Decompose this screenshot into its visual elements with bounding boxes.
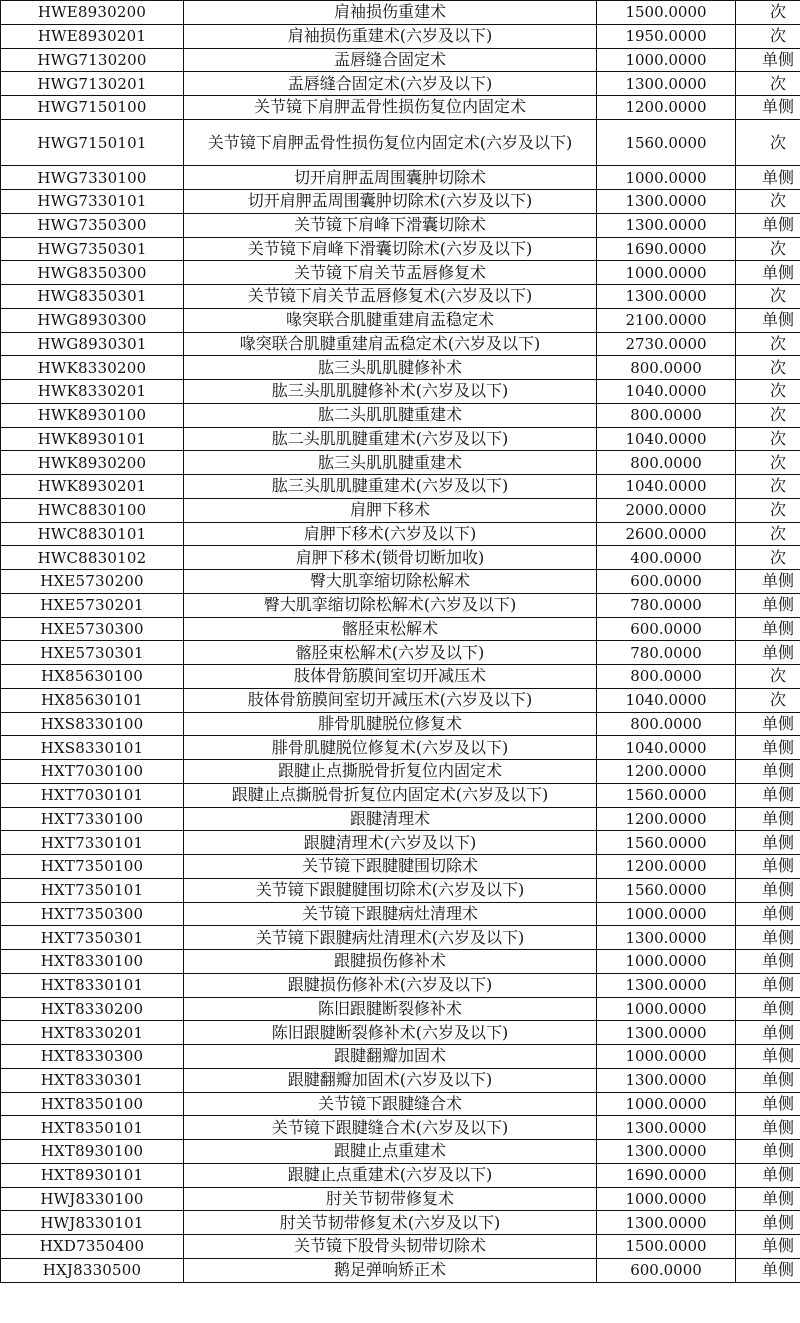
item-name-cell: 臀大肌挛缩切除松解术(六岁及以下) (184, 593, 597, 617)
item-unit-cell: 单侧 (736, 1163, 800, 1187)
item-price-cell: 1300.0000 (597, 1140, 736, 1164)
item-price-cell: 1000.0000 (597, 997, 736, 1021)
table-row (1, 1045, 800, 1069)
item-name-cell: 髂胫束松解术(六岁及以下) (184, 641, 597, 665)
item-unit-cell: 单侧 (736, 261, 800, 285)
table-row (1, 1187, 800, 1211)
table-row (1, 356, 800, 380)
table-row (1, 96, 800, 120)
item-code-cell: HX85630100 (1, 665, 184, 689)
item-code-cell: HXT8350101 (1, 1116, 184, 1140)
item-unit-cell: 单侧 (736, 641, 800, 665)
item-code-cell: HXT8330201 (1, 1021, 184, 1045)
table-row (1, 807, 800, 831)
item-name-cell: 关节镜下跟腱腱围切除术(六岁及以下) (184, 878, 597, 902)
item-price-cell: 1040.0000 (597, 427, 736, 451)
item-code-cell: HWG7150100 (1, 96, 184, 120)
item-code-cell: HWE8930201 (1, 24, 184, 48)
item-code-cell: HXT8330200 (1, 997, 184, 1021)
item-price-cell: 1950.0000 (597, 24, 736, 48)
item-price-cell: 800.0000 (597, 665, 736, 689)
item-code-cell: HWG7130200 (1, 48, 184, 72)
item-name-cell: 跟腱止点撕脱骨折复位内固定术(六岁及以下) (184, 783, 597, 807)
item-price-cell: 2000.0000 (597, 498, 736, 522)
item-unit-cell: 单侧 (736, 1258, 800, 1282)
item-code-cell: HXD7350400 (1, 1235, 184, 1259)
table-row (1, 570, 800, 594)
item-code-cell: HXE5730200 (1, 570, 184, 594)
item-name-cell: 肢体骨筋膜间室切开减压术(六岁及以下) (184, 688, 597, 712)
item-code-cell: HXT7330101 (1, 831, 184, 855)
table-row (1, 760, 800, 784)
item-code-cell: HXE5730301 (1, 641, 184, 665)
item-name-cell: 鹅足弹响矫正术 (184, 1258, 597, 1282)
item-name-cell: 肩袖损伤重建术(六岁及以下) (184, 24, 597, 48)
item-price-cell: 1300.0000 (597, 1116, 736, 1140)
item-code-cell: HWC8830102 (1, 546, 184, 570)
item-price-cell: 800.0000 (597, 356, 736, 380)
item-code-cell: HWK8930100 (1, 403, 184, 427)
item-name-cell: 盂唇缝合固定术 (184, 48, 597, 72)
item-name-cell: 关节镜下肩胛盂骨性损伤复位内固定术 (184, 96, 597, 120)
item-unit-cell: 次 (736, 72, 800, 96)
item-name-cell: 关节镜下跟腱病灶清理术(六岁及以下) (184, 926, 597, 950)
item-name-cell: 喙突联合肌腱重建肩盂稳定术 (184, 308, 597, 332)
item-code-cell: HX85630101 (1, 688, 184, 712)
item-unit-cell: 次 (736, 332, 800, 356)
item-code-cell: HXE5730300 (1, 617, 184, 641)
table-row (1, 24, 800, 48)
item-price-cell: 1300.0000 (597, 190, 736, 214)
table-row (1, 308, 800, 332)
item-code-cell: HXT7350100 (1, 855, 184, 879)
item-name-cell: 肱三头肌肌腱重建术(六岁及以下) (184, 475, 597, 499)
item-unit-cell: 单侧 (736, 760, 800, 784)
item-code-cell: HXT7350300 (1, 902, 184, 926)
item-price-cell: 1040.0000 (597, 736, 736, 760)
item-unit-cell: 次 (736, 546, 800, 570)
item-unit-cell: 次 (736, 475, 800, 499)
table-row (1, 285, 800, 309)
item-code-cell: HWG7330101 (1, 190, 184, 214)
item-unit-cell: 单侧 (736, 807, 800, 831)
item-unit-cell: 次 (736, 119, 800, 166)
item-code-cell: HWE8930200 (1, 1, 184, 25)
item-name-cell: 关节镜下股骨头韧带切除术 (184, 1235, 597, 1259)
table-row (1, 1068, 800, 1092)
item-code-cell: HXJ8330500 (1, 1258, 184, 1282)
item-name-cell: 关节镜下跟腱缝合术(六岁及以下) (184, 1116, 597, 1140)
item-price-cell: 780.0000 (597, 641, 736, 665)
item-code-cell: HXT8330300 (1, 1045, 184, 1069)
item-name-cell: 肩胛下移术(锁骨切断加收) (184, 546, 597, 570)
table-row (1, 1, 800, 25)
item-unit-cell: 次 (736, 190, 800, 214)
item-name-cell: 腓骨肌腱脱位修复术(六岁及以下) (184, 736, 597, 760)
table-row (1, 973, 800, 997)
table-row (1, 665, 800, 689)
item-code-cell: HWK8930201 (1, 475, 184, 499)
item-name-cell: 切开肩胛盂周围囊肿切除术(六岁及以下) (184, 190, 597, 214)
item-name-cell: 陈旧跟腱断裂修补术(六岁及以下) (184, 1021, 597, 1045)
table-row (1, 831, 800, 855)
item-name-cell: 跟腱止点撕脱骨折复位内固定术 (184, 760, 597, 784)
item-code-cell: HWG7130201 (1, 72, 184, 96)
table-row (1, 237, 800, 261)
item-name-cell: 肘关节韧带修复术(六岁及以下) (184, 1211, 597, 1235)
item-unit-cell: 单侧 (736, 1092, 800, 1116)
item-price-cell: 1500.0000 (597, 1235, 736, 1259)
table-row (1, 522, 800, 546)
item-code-cell: HXT7350301 (1, 926, 184, 950)
item-name-cell: 髂胫束松解术 (184, 617, 597, 641)
item-unit-cell: 次 (736, 356, 800, 380)
item-code-cell: HXT7350101 (1, 878, 184, 902)
table-row (1, 380, 800, 404)
item-name-cell: 肱三头肌肌腱修补术 (184, 356, 597, 380)
table-row (1, 1211, 800, 1235)
item-price-cell: 1200.0000 (597, 855, 736, 879)
item-price-cell: 2100.0000 (597, 308, 736, 332)
item-unit-cell: 次 (736, 380, 800, 404)
item-price-cell: 800.0000 (597, 451, 736, 475)
item-price-cell: 1040.0000 (597, 380, 736, 404)
item-unit-cell: 单侧 (736, 1068, 800, 1092)
item-unit-cell: 单侧 (736, 166, 800, 190)
item-price-cell: 1560.0000 (597, 831, 736, 855)
table-row (1, 546, 800, 570)
table-row (1, 878, 800, 902)
item-name-cell: 跟腱止点重建术(六岁及以下) (184, 1163, 597, 1187)
table-row (1, 641, 800, 665)
item-name-cell: 关节镜下肩关节盂唇修复术 (184, 261, 597, 285)
item-code-cell: HWG7350300 (1, 213, 184, 237)
fee-table-body (1, 1, 800, 1283)
item-name-cell: 关节镜下跟腱病灶清理术 (184, 902, 597, 926)
item-unit-cell: 单侧 (736, 712, 800, 736)
item-unit-cell: 次 (736, 451, 800, 475)
table-row (1, 1021, 800, 1045)
table-row (1, 783, 800, 807)
item-price-cell: 800.0000 (597, 403, 736, 427)
table-row (1, 166, 800, 190)
table-row (1, 190, 800, 214)
item-price-cell: 780.0000 (597, 593, 736, 617)
item-code-cell: HWC8830101 (1, 522, 184, 546)
table-row (1, 1116, 800, 1140)
item-price-cell: 600.0000 (597, 617, 736, 641)
item-name-cell: 喙突联合肌腱重建肩盂稳定术(六岁及以下) (184, 332, 597, 356)
item-unit-cell: 次 (736, 522, 800, 546)
item-unit-cell: 单侧 (736, 1211, 800, 1235)
item-name-cell: 肘关节韧带修复术 (184, 1187, 597, 1211)
table-row (1, 1258, 800, 1282)
item-unit-cell: 单侧 (736, 1021, 800, 1045)
item-code-cell: HXT8930101 (1, 1163, 184, 1187)
item-unit-cell: 单侧 (736, 783, 800, 807)
item-name-cell: 肱三头肌肌腱重建术 (184, 451, 597, 475)
item-name-cell: 关节镜下肩峰下滑囊切除术(六岁及以下) (184, 237, 597, 261)
item-unit-cell: 单侧 (736, 308, 800, 332)
item-code-cell: HWG7350301 (1, 237, 184, 261)
table-row (1, 403, 800, 427)
item-unit-cell: 单侧 (736, 926, 800, 950)
item-code-cell: HXS8330101 (1, 736, 184, 760)
table-row (1, 119, 800, 166)
item-name-cell: 跟腱清理术 (184, 807, 597, 831)
item-unit-cell: 单侧 (736, 1235, 800, 1259)
item-name-cell: 肩袖损伤重建术 (184, 1, 597, 25)
item-price-cell: 600.0000 (597, 1258, 736, 1282)
item-name-cell: 肩胛下移术(六岁及以下) (184, 522, 597, 546)
item-unit-cell: 单侧 (736, 213, 800, 237)
item-price-cell: 1000.0000 (597, 48, 736, 72)
item-unit-cell: 次 (736, 665, 800, 689)
item-price-cell: 1000.0000 (597, 902, 736, 926)
item-name-cell: 臀大肌挛缩切除松解术 (184, 570, 597, 594)
item-unit-cell: 单侧 (736, 736, 800, 760)
item-code-cell: HXT8330100 (1, 950, 184, 974)
item-price-cell: 1300.0000 (597, 926, 736, 950)
table-row (1, 902, 800, 926)
table-row (1, 48, 800, 72)
table-row (1, 736, 800, 760)
table-row (1, 593, 800, 617)
item-price-cell: 1000.0000 (597, 166, 736, 190)
table-row (1, 72, 800, 96)
table-row (1, 926, 800, 950)
item-price-cell: 1300.0000 (597, 213, 736, 237)
item-name-cell: 关节镜下肩关节盂唇修复术(六岁及以下) (184, 285, 597, 309)
item-name-cell: 跟腱翻瓣加固术(六岁及以下) (184, 1068, 597, 1092)
item-price-cell: 1300.0000 (597, 1021, 736, 1045)
item-code-cell: HWC8830100 (1, 498, 184, 522)
item-name-cell: 切开肩胛盂周围囊肿切除术 (184, 166, 597, 190)
item-code-cell: HWK8930101 (1, 427, 184, 451)
item-unit-cell: 次 (736, 498, 800, 522)
item-unit-cell: 单侧 (736, 96, 800, 120)
item-price-cell: 1300.0000 (597, 72, 736, 96)
item-unit-cell: 单侧 (736, 48, 800, 72)
item-price-cell: 1300.0000 (597, 1211, 736, 1235)
item-unit-cell: 次 (736, 688, 800, 712)
item-price-cell: 1200.0000 (597, 807, 736, 831)
item-code-cell: HXT8330301 (1, 1068, 184, 1092)
item-code-cell: HWK8330200 (1, 356, 184, 380)
table-row (1, 261, 800, 285)
item-name-cell: 肱三头肌肌腱修补术(六岁及以下) (184, 380, 597, 404)
item-code-cell: HXT8330101 (1, 973, 184, 997)
item-price-cell: 1000.0000 (597, 1187, 736, 1211)
item-name-cell: 肢体骨筋膜间室切开减压术 (184, 665, 597, 689)
item-price-cell: 1300.0000 (597, 973, 736, 997)
table-row (1, 1140, 800, 1164)
item-unit-cell: 次 (736, 24, 800, 48)
item-code-cell: HXT7030100 (1, 760, 184, 784)
item-code-cell: HWK8330201 (1, 380, 184, 404)
item-unit-cell: 单侧 (736, 997, 800, 1021)
item-name-cell: 肱二头肌肌腱重建术 (184, 403, 597, 427)
item-unit-cell: 单侧 (736, 950, 800, 974)
item-code-cell: HWG8930301 (1, 332, 184, 356)
item-price-cell: 400.0000 (597, 546, 736, 570)
item-price-cell: 1200.0000 (597, 760, 736, 784)
item-price-cell: 1690.0000 (597, 1163, 736, 1187)
item-code-cell: HWK8930200 (1, 451, 184, 475)
item-code-cell: HXT8350100 (1, 1092, 184, 1116)
item-code-cell: HXT7330100 (1, 807, 184, 831)
item-unit-cell: 单侧 (736, 831, 800, 855)
item-unit-cell: 单侧 (736, 1187, 800, 1211)
item-unit-cell: 单侧 (736, 1045, 800, 1069)
item-price-cell: 1000.0000 (597, 950, 736, 974)
table-row (1, 475, 800, 499)
item-price-cell: 1560.0000 (597, 119, 736, 166)
item-name-cell: 跟腱止点重建术 (184, 1140, 597, 1164)
item-code-cell: HWG8930300 (1, 308, 184, 332)
table-row (1, 855, 800, 879)
item-code-cell: HXT8930100 (1, 1140, 184, 1164)
item-price-cell: 2730.0000 (597, 332, 736, 356)
item-code-cell: HWJ8330100 (1, 1187, 184, 1211)
item-price-cell: 600.0000 (597, 570, 736, 594)
table-row (1, 950, 800, 974)
item-price-cell: 1200.0000 (597, 96, 736, 120)
item-code-cell: HWJ8330101 (1, 1211, 184, 1235)
item-unit-cell: 单侧 (736, 1140, 800, 1164)
table-row (1, 997, 800, 1021)
item-unit-cell: 单侧 (736, 973, 800, 997)
item-price-cell: 1300.0000 (597, 285, 736, 309)
item-unit-cell: 单侧 (736, 617, 800, 641)
item-code-cell: HXS8330100 (1, 712, 184, 736)
table-row (1, 712, 800, 736)
item-code-cell: HWG8350300 (1, 261, 184, 285)
item-name-cell: 跟腱翻瓣加固术 (184, 1045, 597, 1069)
table-row (1, 213, 800, 237)
item-code-cell: HXT7030101 (1, 783, 184, 807)
item-code-cell: HWG7330100 (1, 166, 184, 190)
item-price-cell: 1300.0000 (597, 1068, 736, 1092)
item-price-cell: 1040.0000 (597, 688, 736, 712)
item-name-cell: 盂唇缝合固定术(六岁及以下) (184, 72, 597, 96)
table-row (1, 498, 800, 522)
item-unit-cell: 次 (736, 285, 800, 309)
item-name-cell: 关节镜下肩峰下滑囊切除术 (184, 213, 597, 237)
item-price-cell: 1560.0000 (597, 783, 736, 807)
table-row (1, 332, 800, 356)
item-price-cell: 1000.0000 (597, 1045, 736, 1069)
item-name-cell: 肩胛下移术 (184, 498, 597, 522)
item-name-cell: 腓骨肌腱脱位修复术 (184, 712, 597, 736)
item-price-cell: 1040.0000 (597, 475, 736, 499)
table-row (1, 617, 800, 641)
item-unit-cell: 单侧 (736, 902, 800, 926)
item-unit-cell: 单侧 (736, 878, 800, 902)
item-name-cell: 关节镜下跟腱腱围切除术 (184, 855, 597, 879)
item-unit-cell: 次 (736, 403, 800, 427)
table-row (1, 688, 800, 712)
item-price-cell: 1560.0000 (597, 878, 736, 902)
table-row (1, 1092, 800, 1116)
table-row (1, 1163, 800, 1187)
item-code-cell: HXE5730201 (1, 593, 184, 617)
item-code-cell: HWG7150101 (1, 119, 184, 166)
item-name-cell: 陈旧跟腱断裂修补术 (184, 997, 597, 1021)
item-unit-cell: 单侧 (736, 855, 800, 879)
item-name-cell: 肱二头肌肌腱重建术(六岁及以下) (184, 427, 597, 451)
item-unit-cell: 单侧 (736, 570, 800, 594)
item-price-cell: 1690.0000 (597, 237, 736, 261)
item-name-cell: 关节镜下跟腱缝合术 (184, 1092, 597, 1116)
item-price-cell: 1000.0000 (597, 261, 736, 285)
item-price-cell: 800.0000 (597, 712, 736, 736)
item-unit-cell: 单侧 (736, 593, 800, 617)
item-price-cell: 1500.0000 (597, 1, 736, 25)
item-name-cell: 跟腱损伤修补术 (184, 950, 597, 974)
table-row (1, 427, 800, 451)
table-row (1, 451, 800, 475)
item-name-cell: 跟腱清理术(六岁及以下) (184, 831, 597, 855)
item-name-cell: 关节镜下肩胛盂骨性损伤复位内固定术(六岁及以下) (184, 119, 597, 166)
item-unit-cell: 次 (736, 237, 800, 261)
item-unit-cell: 次 (736, 427, 800, 451)
item-name-cell: 跟腱损伤修补术(六岁及以下) (184, 973, 597, 997)
table-row (1, 1235, 800, 1259)
item-unit-cell: 次 (736, 1, 800, 25)
item-unit-cell: 单侧 (736, 1116, 800, 1140)
item-code-cell: HWG8350301 (1, 285, 184, 309)
item-price-cell: 1000.0000 (597, 1092, 736, 1116)
item-price-cell: 2600.0000 (597, 522, 736, 546)
